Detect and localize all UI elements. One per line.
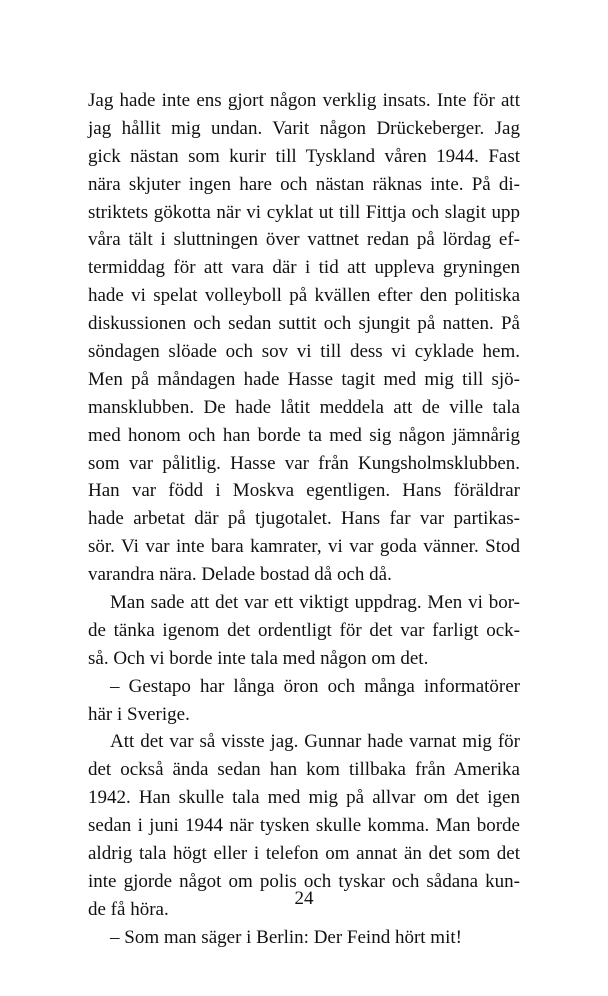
- text-line: mansklubben. De hade låtit meddela att de ville tala: [88, 396, 520, 418]
- text-line: Jag hade inte ens gjort någon verklig insats. Inte för att: [88, 90, 520, 111]
- text-line: aldrig tala högt eller i telefon om annat än det som det: [88, 843, 520, 865]
- text-line: 1942. Han skulle tala med mig på allvar om det igen: [88, 787, 520, 809]
- text-line: Han var född i Moskva egentligen. Hans föräldrar: [88, 480, 520, 502]
- text-line: diskussionen och sedan suttit och sjungit på natten. På: [88, 313, 520, 335]
- text-line: hade vi spelat volleyboll på kvällen efter den politiska: [88, 285, 520, 307]
- paragraph: [88, 673, 520, 729]
- paragraph: [88, 589, 520, 673]
- text-line: söndagen slöade och sov vi till dess vi cyklade hem.: [88, 341, 520, 363]
- text-line: de tänka igenom det ordentligt för det var farligt ock-: [88, 619, 520, 641]
- text-line: – Gestapo har långa öron och många informatörer: [110, 675, 520, 697]
- text-line: sedan i juni 1944 när tysken skulle komma. Man borde: [88, 815, 520, 837]
- text-line: nära skjuter ingen hare och nästan räknas inte. På di-: [88, 173, 520, 195]
- text-line: här i Sverige.: [88, 703, 190, 725]
- text-line: Men på måndagen hade Hasse tagit med mig till sjö-: [88, 368, 520, 390]
- text-line: hade arbetat där på tjugotalet. Hans far var partikas-: [88, 508, 520, 530]
- text-line: med honom och han borde ta med sig någon jämnårig: [88, 424, 520, 446]
- text-line: – Som man säger i Berlin: Der Feind hört mit!: [110, 926, 462, 948]
- paragraph: [88, 924, 520, 952]
- text-line: termiddag för att vara där i tid att uppleva gryningen: [88, 257, 520, 279]
- text-line: som var pålitlig. Hasse var från Kungsholmsklubben.: [88, 452, 520, 474]
- text-line: så. Och vi borde inte tala med någon om det.: [88, 647, 429, 669]
- text-line: gick nästan som kurir till Tyskland våren 1944. Fast: [88, 145, 520, 167]
- text-line: Man sade att det var ett viktigt uppdrag. Men vi bor-: [110, 592, 520, 614]
- text-line: varandra nära. Delade bostad då och då.: [88, 564, 392, 586]
- text-line: det också ända sedan han kom tillbaka från Amerika: [88, 759, 520, 781]
- page-number: 24: [294, 888, 314, 909]
- paragraph: [88, 87, 520, 589]
- text-line: sör. Vi var inte bara kamrater, vi var goda vänner. Stod: [88, 536, 520, 558]
- text-line: inte gjorde något om polis och tyskar och sådana kun-: [88, 870, 520, 892]
- text-line: Att det var så visste jag. Gunnar hade varnat mig för: [110, 731, 520, 753]
- body-text: [88, 87, 520, 952]
- text-line: de få höra.: [88, 898, 169, 920]
- text-line: våra tält i sluttningen över vattnet redan på lördag ef-: [88, 229, 520, 251]
- text-line: striktets gökotta när vi cyklat ut till Fittja och slagit upp: [88, 201, 520, 223]
- text-line: jag hållit mig undan. Varit någon Drückeberger. Jag: [88, 117, 520, 139]
